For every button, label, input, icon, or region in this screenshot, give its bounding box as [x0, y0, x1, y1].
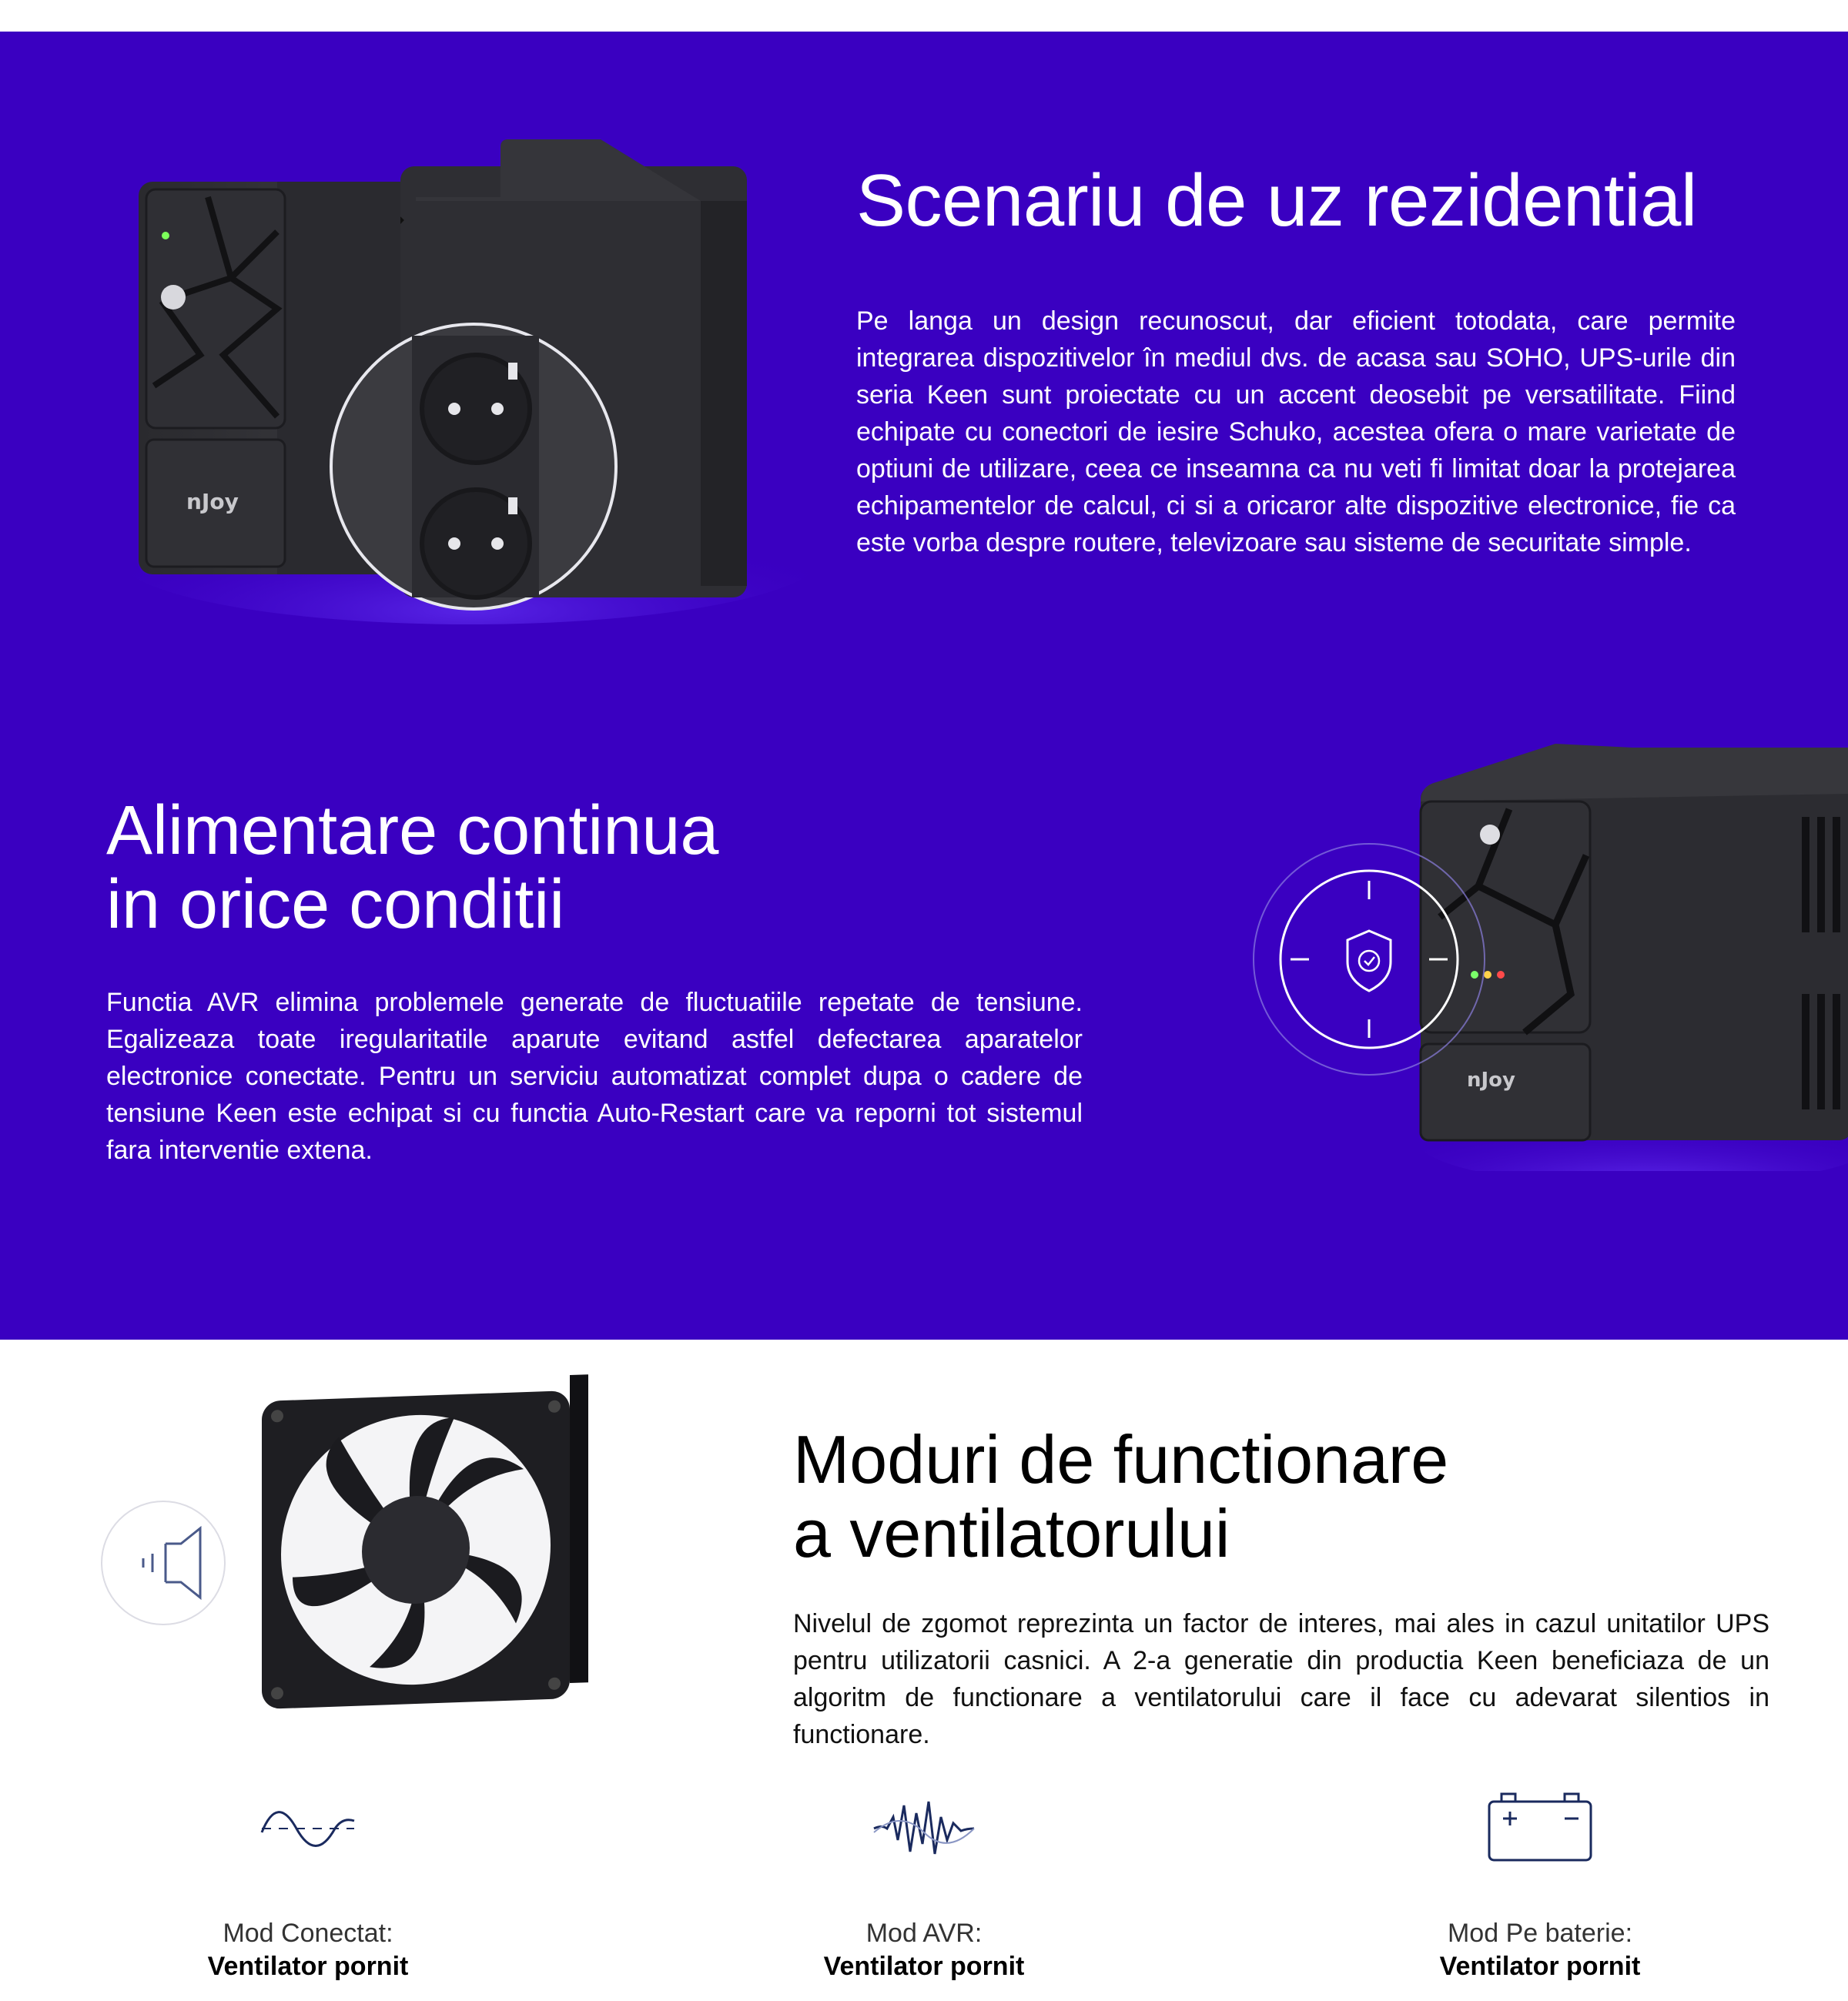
mode-label: Mod Conectat: [223, 1919, 393, 1948]
mode-label: Mod Pe baterie: [1447, 1919, 1633, 1948]
section2-title-line2: in orice conditii [106, 866, 565, 943]
mode-value: Ventilator pornit [1439, 1952, 1641, 1981]
ups-shield-image [1247, 740, 1848, 1171]
section3-title-line1: Moduri de functionare [793, 1421, 1449, 1497]
fan-image [92, 1363, 755, 1732]
shield-check-icon [1348, 931, 1391, 991]
section2-body: Functia AVR elimina problemele generate de fluctuatiile repetate de tensiune. Egalizeaza toate iregularitatile aparute evitand astfel defectarea aparatelor electronice conectate. Pentru un serviciu automatizat complet dupa o cadere de tensiune Keen este echipat si cu functia Auto-Restart care va reporni tot sistemul fara interventie extena. [106, 988, 1083, 1165]
voltage-fluctuation-icon [870, 1786, 978, 1871]
mode-battery [1348, 1786, 1732, 1983]
mode-value: Ventilator pornit [823, 1952, 1025, 1981]
section1-body: Pe langa un design recunoscut, dar eficient totodata, care permite integrarea dispozitivelor în mediul dvs. de acasa sau SOHO, UPS-urile din seria Keen sunt proiectate cu un accent deosebit pe versatilitate. Fiind echipate cu conectori de iesire Schuko, acestea ofera o mare varietate de optiuni de utilizare, ceea ce inseamna ca nu veti fi limitat doar la protejarea echipamentelor de calcul, ci si a oricaror alte dispozitive electronice, fie ca este vorba despre routere, televizoare sau sisteme de securitate simple. [856, 306, 1736, 557]
njoy-logo: nJoy [186, 489, 239, 514]
mode-connected [116, 1786, 500, 1983]
sine-wave-icon [254, 1786, 362, 1871]
section3-title-line2: a ventilatorului [793, 1495, 1230, 1571]
purple-background-section [0, 32, 1848, 1340]
mode-avr [732, 1786, 1116, 1983]
battery-icon [1486, 1786, 1594, 1871]
section3-body: Nivelul de zgomot reprezinta un factor de interes, mai ales in cazul unitatilor UPS pentru utilizatorii casnici. A 2-a generatie din productia Keen beneficiaza de un algoritm de functionare a ventilatorului care il face cu adevarat silentios in functionare. [793, 1609, 1769, 1749]
fan-modes-list [0, 1786, 1848, 1994]
mode-label: Mod AVR: [865, 1919, 983, 1948]
mode-value: Ventilator pornit [207, 1952, 409, 1981]
section1-title: Scenariu de uz rezidential [856, 159, 1697, 242]
section2-title-line1: Alimentare continua [106, 792, 719, 869]
svg-text:nJoy: nJoy [1467, 1069, 1515, 1092]
section2-title [106, 794, 953, 942]
ups-schuko-outlets-image [116, 124, 824, 632]
section3-title [793, 1423, 1794, 1571]
